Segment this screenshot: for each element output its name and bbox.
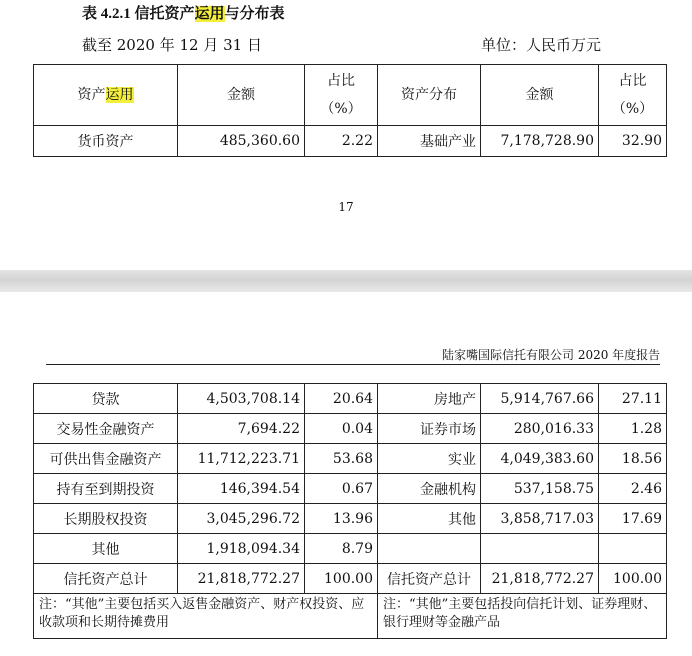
cell-dist-ratio: 32.90 — [599, 126, 667, 157]
cell-dist-ratio — [599, 534, 667, 564]
page-bottom — [0, 292, 692, 656]
cell-name: 其他 — [34, 534, 178, 564]
header-ratio — [305, 65, 378, 126]
header-asset-use-prefix: 资产 — [77, 87, 106, 103]
cell-dist-ratio: 1.28 — [599, 414, 667, 444]
table-header-row — [34, 65, 667, 126]
cell-dist-ratio: 17.69 — [599, 504, 667, 534]
cell-amount: 1,918,094.34 — [178, 534, 305, 564]
total-dist-ratio: 100.00 — [599, 564, 667, 594]
cell-amount: 485,360.60 — [178, 126, 305, 157]
title-highlight: 运用 — [194, 6, 225, 22]
note-right: 注：“其他”主要包括投向信托计划、证券理财、银行理财等金融产品 — [378, 594, 667, 639]
header-dist-ratio-bottom: （%） — [611, 101, 654, 117]
cell-dist-amount: 280,016.33 — [481, 414, 599, 444]
header-asset-use — [34, 65, 178, 126]
cell-dist-name: 其他 — [378, 504, 481, 534]
header-dist-ratio — [599, 65, 667, 126]
header-ratio-bottom: （%） — [320, 101, 362, 117]
table-row — [34, 414, 667, 444]
as-of-date: 截至 2020 年 12 月 31 日 — [82, 36, 262, 54]
header-distribution: 资产分布 — [378, 65, 481, 126]
cell-ratio: 0.67 — [305, 474, 378, 504]
asset-table-part1 — [33, 64, 667, 157]
cell-amount: 4,503,708.14 — [178, 384, 305, 414]
total-name: 信托资产总计 — [34, 564, 178, 594]
cell-dist-amount: 4,049,383.60 — [481, 444, 599, 474]
total-ratio: 100.00 — [305, 564, 378, 594]
page-number: 17 — [338, 200, 354, 214]
cell-amount: 11,712,223.71 — [178, 444, 305, 474]
unit-label: 单位：人民币万元 — [481, 36, 602, 54]
cell-name: 交易性金融资产 — [34, 414, 178, 444]
header-asset-use-highlight: 运用 — [105, 87, 134, 103]
cell-dist-amount: 5,914,767.66 — [481, 384, 599, 414]
total-row — [34, 564, 667, 594]
table-row — [34, 504, 667, 534]
table-row — [34, 534, 667, 564]
cell-dist-amount: 537,158.75 — [481, 474, 599, 504]
cell-amount: 146,394.54 — [178, 474, 305, 504]
cell-ratio: 20.64 — [305, 384, 378, 414]
report-header: 陆家嘴国际信托有限公司 2020 年度报告 — [442, 348, 661, 362]
asset-table-part2 — [33, 383, 667, 639]
note-left: 注：“其他”主要包括买入返售金融资产、财产权投资、应收款项和长期待摊费用 — [34, 594, 378, 639]
cell-name: 持有至到期投资 — [34, 474, 178, 504]
cell-dist-amount: 3,858,717.03 — [481, 504, 599, 534]
cell-dist-amount — [481, 534, 599, 564]
cell-dist-amount: 7,178,728.90 — [481, 126, 599, 157]
cell-dist-name: 基础产业 — [378, 126, 481, 157]
cell-dist-name: 证券市场 — [378, 414, 481, 444]
cell-ratio: 53.68 — [305, 444, 378, 474]
cell-ratio: 2.22 — [305, 126, 378, 157]
cell-dist-name: 房地产 — [378, 384, 481, 414]
header-dist-amount: 金额 — [481, 65, 599, 126]
header-rule — [46, 364, 660, 365]
table-body — [34, 384, 667, 564]
header-amount: 金额 — [178, 65, 305, 126]
cell-ratio: 8.79 — [305, 534, 378, 564]
cell-name: 可供出售金融资产 — [34, 444, 178, 474]
note-row — [34, 594, 667, 639]
cell-name: 贷款 — [34, 384, 178, 414]
cell-dist-name: 实业 — [378, 444, 481, 474]
header-dist-ratio-top: 占比 — [618, 73, 647, 89]
page-top — [0, 0, 692, 270]
cell-dist-ratio: 18.56 — [599, 444, 667, 474]
cell-dist-ratio: 27.11 — [599, 384, 667, 414]
cell-name: 长期股权投资 — [34, 504, 178, 534]
page-separator — [0, 270, 692, 292]
table-row — [34, 384, 667, 414]
table-row — [34, 126, 667, 157]
cell-dist-name: 金融机构 — [378, 474, 481, 504]
cell-amount: 7,694.22 — [178, 414, 305, 444]
total-dist-amount: 21,818,772.27 — [481, 564, 599, 594]
total-dist-name: 信托资产总计 — [378, 564, 481, 594]
table-title — [82, 2, 285, 23]
cell-dist-name — [378, 534, 481, 564]
cell-ratio: 13.96 — [305, 504, 378, 534]
title-suffix: 与分布表 — [224, 6, 285, 22]
table-row — [34, 444, 667, 474]
table-row — [34, 474, 667, 504]
header-ratio-top: 占比 — [327, 73, 355, 89]
total-amount: 21,818,772.27 — [178, 564, 305, 594]
cell-ratio: 0.04 — [305, 414, 378, 444]
cell-dist-ratio: 2.46 — [599, 474, 667, 504]
title-prefix: 表 4.2.1 信托资产 — [82, 6, 195, 22]
cell-amount: 3,045,296.72 — [178, 504, 305, 534]
cell-name: 货币资产 — [34, 126, 178, 157]
